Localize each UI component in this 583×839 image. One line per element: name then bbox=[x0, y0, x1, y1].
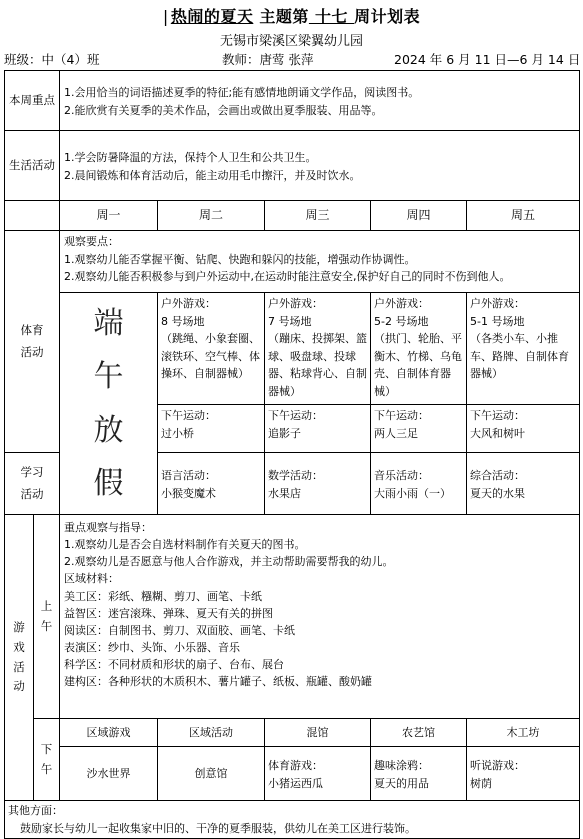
weekly-plan-table bbox=[4, 70, 580, 839]
pm-header-mixed-hall: 混馆 bbox=[265, 719, 371, 747]
class-label: 班级：中（4）班 bbox=[4, 52, 100, 67]
study-activity-label: 学习活动 bbox=[5, 453, 60, 515]
morning-game-content bbox=[60, 515, 580, 719]
day-header-tue: 周二 bbox=[158, 201, 265, 231]
day-header-mon: 周一 bbox=[60, 201, 158, 231]
afternoon-label: 下午 bbox=[34, 719, 60, 801]
material-item: 美工区：彩纸、糨糊、剪刀、画笔、卡纸 bbox=[64, 589, 262, 603]
weekly-focus-item: 2.能欣赏有关夏季的美术作品，会画出或做出夏季服装、用品等。 bbox=[64, 103, 383, 117]
materials-title: 区域材料： bbox=[64, 572, 119, 586]
outdoor-game-wed: 户外游戏： 7 号场地 （蹦床、投掷架、篮球、吸盘球、投球器、粘球背心、自制器械） bbox=[265, 293, 371, 405]
school-name: 无锡市梁溪区梁翼幼儿园 bbox=[219, 34, 363, 49]
pe-observation-item: 1.观察幼儿能否掌握平衡、钻爬、快跑和躲闪的技能，增强动作协调性。 bbox=[64, 252, 416, 266]
day-header-blank bbox=[5, 201, 60, 231]
study-activity-thu: 音乐活动： 大雨小雨（一） bbox=[371, 453, 467, 515]
other-notes bbox=[5, 801, 580, 839]
dragon-boat-holiday: 端 午 放 假 bbox=[60, 293, 158, 515]
material-item: 建构区：各种形状的木质积木、薯片罐子、纸板、瓶罐、酸奶罐 bbox=[64, 675, 372, 689]
pm-item-sand-water: 沙水世界 bbox=[60, 747, 158, 801]
material-item: 表演区：纱巾、头饰、小乐器、音乐 bbox=[64, 641, 240, 655]
pm-item-pe-game: 体育游戏： 小猪运西瓜 bbox=[265, 747, 371, 801]
title-mid: 主题第 bbox=[253, 7, 309, 26]
pe-observation-title: 观察要点： bbox=[64, 235, 119, 248]
study-activity-wed: 数学活动： 水果店 bbox=[265, 453, 371, 515]
teacher-label: 教师：唐莺 张萍 bbox=[222, 52, 314, 67]
pm-header-area-game: 区域游戏 bbox=[60, 719, 158, 747]
pm-header-area-activity: 区域活动 bbox=[158, 719, 265, 747]
weekly-focus-content bbox=[60, 71, 580, 131]
life-activity-item: 2.晨间锻炼和体育活动后，能主动用毛巾擦汗，并及时饮水。 bbox=[64, 168, 361, 182]
outdoor-game-thu: 户外游戏： 5-2 号场地 （拱门、轮胎、平衡木、竹梯、乌龟壳、自制体育器械） bbox=[371, 293, 467, 405]
life-activity-item: 1.学会防暑降温的方法，保持个人卫生和公共卫生。 bbox=[64, 150, 317, 164]
other-notes-text: 鼓励家长与幼儿一起收集家中旧的、干净的夏季服装，供幼儿在美工区进行装饰。 bbox=[20, 821, 416, 835]
afternoon-sport-wed: 下午运动： 追影子 bbox=[265, 405, 371, 453]
pe-observation bbox=[60, 231, 580, 293]
day-header-fri: 周五 bbox=[467, 201, 580, 231]
game-observation-title: 重点观察与指导： bbox=[64, 521, 152, 534]
life-activity-content bbox=[60, 131, 580, 201]
page-title bbox=[0, 4, 583, 27]
date-range: 2024 年 6 月 11 日—6 月 14 日 bbox=[394, 52, 581, 67]
outdoor-game-tue: 户外游戏： 8 号场地 （跳绳、小象套圈、滚铁环、空气棒、体操环、自制器械） bbox=[158, 293, 265, 405]
afternoon-sport-thu: 下午运动： 两人三足 bbox=[371, 405, 467, 453]
material-item: 益智区：迷宫滚珠、弹珠、夏天有关的拼图 bbox=[64, 606, 273, 620]
pe-observation-item: 2.观察幼儿能否积极参与到户外运动中,在运动时能注意安全,保护好自己的同时不伤到他人。 bbox=[64, 270, 511, 284]
pm-header-woodwork: 木工坊 bbox=[467, 719, 580, 747]
weekly-focus-label: 本周重点 bbox=[5, 71, 60, 131]
study-activity-fri: 综合活动： 夏天的水果 bbox=[467, 453, 580, 515]
afternoon-sport-fri: 下午运动： 大风和树叶 bbox=[467, 405, 580, 453]
weekly-focus-item: 1.会用恰当的词语描述夏季的特征;能有感情地朗诵文学作品，阅读图书。 bbox=[64, 85, 420, 99]
material-item: 科学区：不同材质和形状的扇子、台布、展台 bbox=[64, 658, 284, 672]
outdoor-game-fri: 户外游戏： 5-1 号场地 （各类小车、小推车、路牌、自制体育器械） bbox=[467, 293, 580, 405]
week-number: 十七 bbox=[308, 7, 355, 26]
morning-label: 上午 bbox=[34, 515, 60, 719]
game-activity-label: 游戏活动 bbox=[5, 515, 34, 801]
day-header-wed: 周三 bbox=[265, 201, 371, 231]
day-header-thu: 周四 bbox=[371, 201, 467, 231]
pm-item-doodle: 趣味涂鸦： 夏天的用品 bbox=[371, 747, 467, 801]
pm-item-listening-game: 听说游戏： 树荫 bbox=[467, 747, 580, 801]
pm-item-creative-hall: 创意馆 bbox=[158, 747, 265, 801]
other-notes-label: 其他方面： bbox=[8, 804, 63, 817]
material-item: 阅读区：自制图书、剪刀、双面胶、画笔、卡纸 bbox=[64, 623, 295, 637]
pm-header-farm-hall: 农艺馆 bbox=[371, 719, 467, 747]
title-bar: | bbox=[162, 7, 169, 26]
study-activity-tue: 语言活动： 小猴变魔术 bbox=[158, 453, 265, 515]
afternoon-sport-tue: 下午运动： 过小桥 bbox=[158, 405, 265, 453]
theme-name: 热闹的夏天 bbox=[170, 7, 254, 26]
game-observation-item: 1.观察幼儿是否会自选材料制作有关夏天的图书。 bbox=[64, 538, 306, 552]
life-activity-label: 生活活动 bbox=[5, 131, 60, 201]
pe-activity-label: 体育活动 bbox=[5, 231, 60, 453]
title-suffix: 周计划表 bbox=[354, 7, 421, 26]
game-observation-item: 2.观察幼儿是否愿意与他人合作游戏，并主动帮助需要帮我的幼儿。 bbox=[64, 555, 394, 569]
